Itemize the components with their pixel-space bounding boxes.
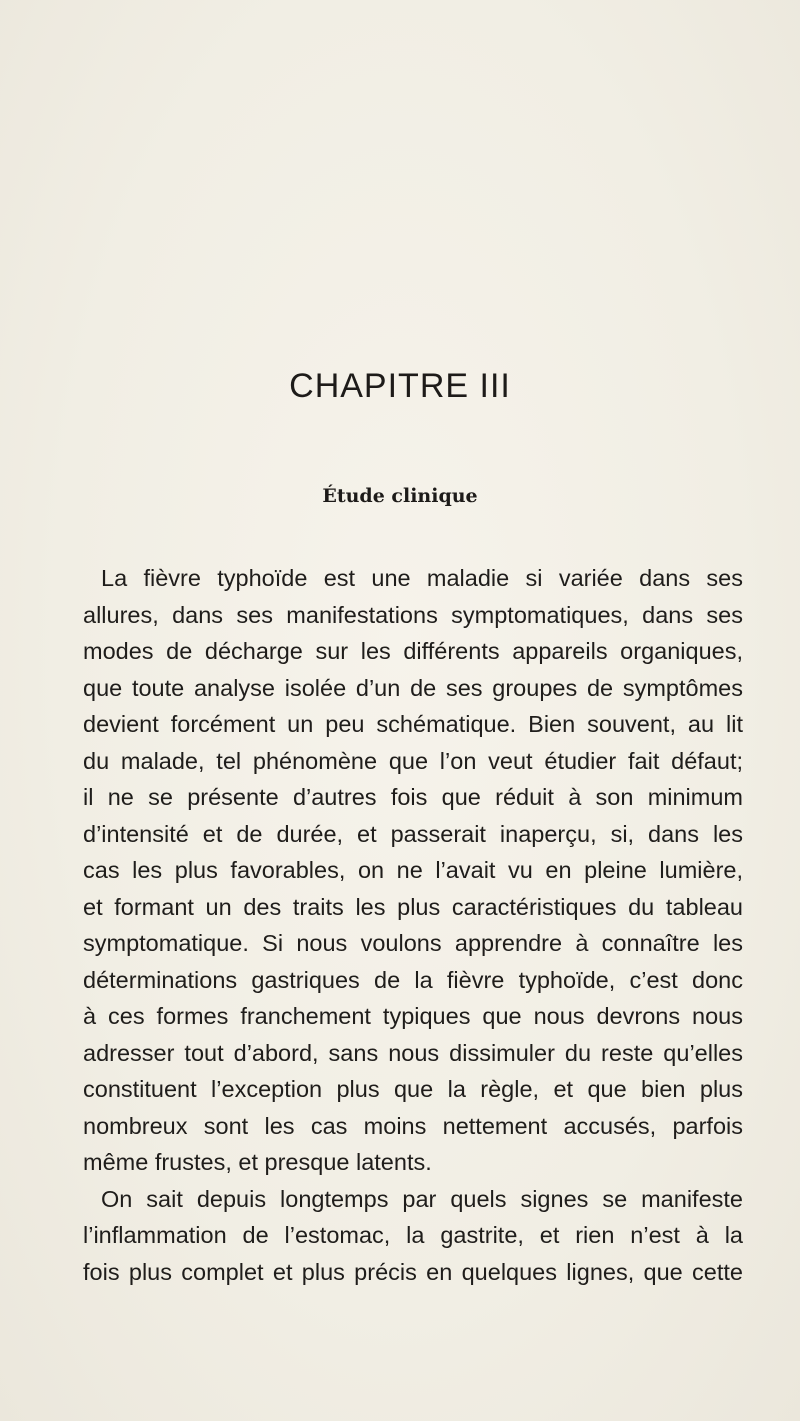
- paragraph-1: [83, 560, 743, 1181]
- text-line: fois plus complet et plus précis en quelques lignes, que cette: [83, 1258, 743, 1285]
- text-line: et formant un des traits les plus caractéristiques du tableau: [83, 893, 743, 920]
- text-line: que toute analyse isolée d’un de ses groupes de symptômes: [83, 674, 743, 701]
- paragraph-2: [83, 1181, 743, 1291]
- text-line: allures, dans ses manifestations symptomatiques, dans ses: [83, 601, 743, 628]
- text-line: il ne se présente d’autres fois que réduit à son minimum: [83, 784, 743, 810]
- chapter-subtitle: Étude clinique: [322, 485, 478, 507]
- text-line: devient forcément un peu schématique. Bien souvent, au lit: [83, 711, 743, 737]
- body-text: [83, 560, 743, 1290]
- text-line: cas les plus favorables, on ne l’avait vu en pleine lumière,: [83, 857, 743, 883]
- chapter-title: CHAPITRE III: [289, 367, 511, 405]
- text-line: déterminations gastriques de la fièvre typhoïde, c’est donc: [83, 966, 743, 993]
- text-line: à ces formes franchement typiques que nous devrons nous: [83, 1003, 743, 1029]
- text-line: symptomatique. Si nous voulons apprendre à connaître les: [83, 930, 743, 956]
- text-line: On sait depuis longtemps par quels signes se manifeste: [101, 1185, 743, 1212]
- text-line: même frustes, et presque latents.: [83, 1149, 432, 1175]
- text-line: d’intensité et de durée, et passerait inaperçu, si, dans les: [83, 820, 743, 847]
- text-line: adresser tout d’abord, sans nous dissimuler du reste qu’elles: [83, 1039, 743, 1066]
- text-line: modes de décharge sur les différents appareils organiques,: [83, 638, 743, 664]
- text-line: constituent l’exception plus que la règle, et que bien plus: [83, 1076, 743, 1102]
- text-line: du malade, tel phénomène que l’on veut étudier fait défaut;: [83, 747, 743, 774]
- text-line: La fièvre typhoïde est une maladie si variée dans ses: [101, 565, 743, 591]
- text-line: l’inflammation de l’estomac, la gastrite, et rien n’est à la: [83, 1222, 743, 1248]
- text-line: nombreux sont les cas moins nettement accusés, parfois: [83, 1112, 743, 1139]
